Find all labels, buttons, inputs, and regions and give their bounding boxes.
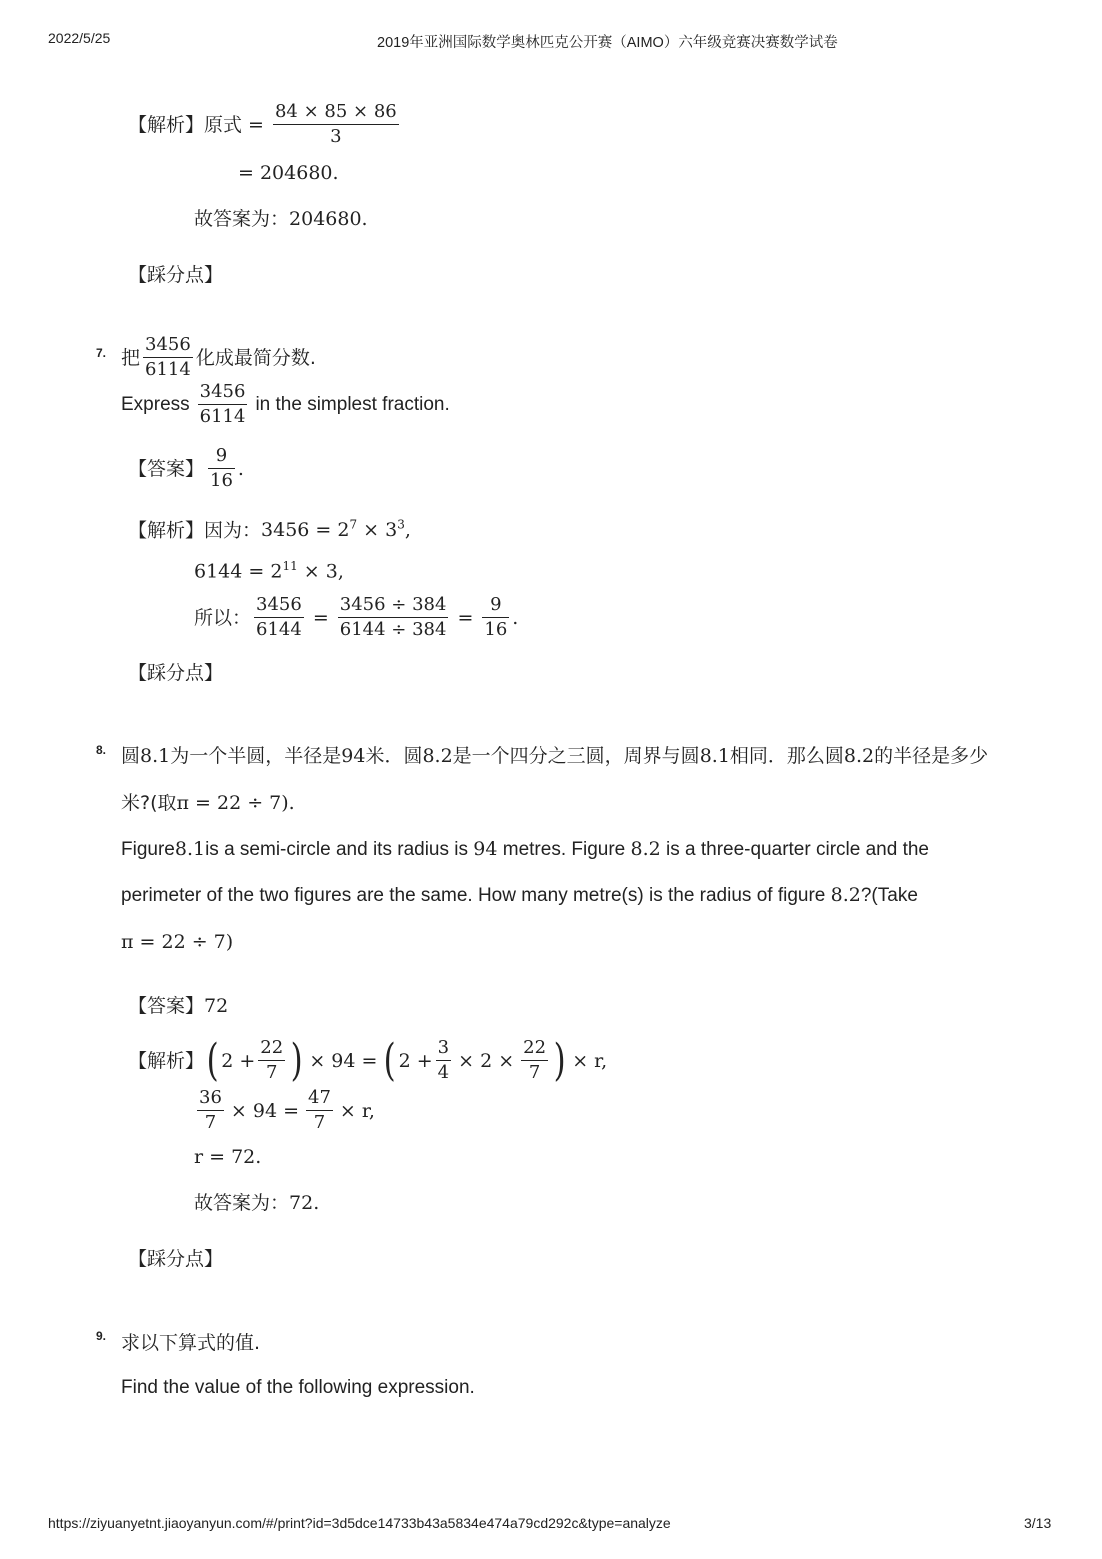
q8-question-en-line2 bbox=[121, 884, 918, 907]
q8-conclusion-text: 故答案为： bbox=[194, 1192, 290, 1214]
q8-cn1-b: 8.1 bbox=[140, 745, 171, 767]
q8-cn2-c: ). bbox=[281, 792, 295, 814]
q7-en-pre: Express bbox=[121, 393, 190, 415]
document-title: 2019年亚洲国际数学奥林匹克公开赛（AIMO）六年级竞赛决赛数学试卷 bbox=[377, 35, 838, 51]
q7-sol-frac2-den: 6144 ÷ 384 bbox=[339, 619, 447, 640]
q6-conclusion-text: 故答案为： bbox=[194, 208, 290, 230]
answer-label: 【答案】 bbox=[128, 457, 205, 480]
q8-question-en-line1 bbox=[121, 838, 929, 861]
q8-conclusion bbox=[194, 1191, 319, 1215]
analysis-label: 【解析】 bbox=[128, 519, 205, 542]
q9-question-cn: 求以下算式的值. bbox=[121, 1332, 261, 1354]
q6-analysis-line1 bbox=[128, 100, 402, 149]
q7-cn-pre: 把 bbox=[121, 346, 141, 369]
q8-cn1-g: 是一个四分之三圆，周界与圆 bbox=[452, 745, 700, 767]
q8-s1-c: 2 + bbox=[398, 1049, 433, 1072]
q8-s1-a: 2 + bbox=[221, 1049, 256, 1072]
q7-analysis-line1 bbox=[128, 513, 411, 542]
q6-points-label: 【踩分点】 bbox=[128, 264, 224, 286]
q8-en1-a: Figure bbox=[121, 839, 175, 860]
q8-cn1-c: 为一个半圆，半径是 bbox=[170, 745, 342, 767]
q8-cn1-d: 94 bbox=[341, 745, 366, 767]
q8-s2-b: × r, bbox=[339, 1099, 375, 1122]
q8-en2-a: perimeter of the two figures are the same. How many metre(s) is the radius of figure bbox=[121, 885, 826, 906]
q8-s2-frac2-den: 7 bbox=[313, 1112, 326, 1133]
q8-cn1-e: 米．圆 bbox=[365, 745, 423, 767]
q8-cn1-h: 8.1 bbox=[699, 745, 730, 767]
q7-answer-denominator: 16 bbox=[210, 470, 233, 491]
q6-fraction-denominator: 3 bbox=[330, 126, 342, 147]
q8-s1-rparen: ) bbox=[290, 1034, 303, 1086]
analysis-label: 【解析】 bbox=[128, 1049, 205, 1072]
q7-answer-numerator: 9 bbox=[208, 444, 235, 469]
q6-equals: = bbox=[248, 113, 264, 136]
q8-analysis-line2 bbox=[194, 1086, 375, 1135]
q7-analysis-line2 bbox=[194, 559, 344, 582]
q8-en1-g: is a three-quarter circle and the bbox=[666, 839, 929, 860]
q8-points-label: 【踩分点】 bbox=[128, 1248, 224, 1270]
q7-points-label: 【踩分点】 bbox=[128, 662, 224, 684]
q7-sol-eq2: = bbox=[457, 606, 474, 629]
q7-analysis-line3 bbox=[194, 593, 518, 642]
q8-analysis-line1 bbox=[128, 1036, 607, 1085]
q7-en-post: in the simplest fraction. bbox=[255, 393, 450, 415]
q8-s1-frac3-num: 22 bbox=[521, 1036, 548, 1061]
q7-cn-denominator: 6114 bbox=[145, 359, 191, 380]
analysis-label: 【解析】 bbox=[128, 113, 205, 136]
q8-s1-lparen: ( bbox=[206, 1034, 219, 1086]
q8-s1-frac3 bbox=[521, 1036, 548, 1085]
q9-question-en: Find the value of the following expression. bbox=[121, 1377, 475, 1398]
q8-s1-frac1-num: 22 bbox=[258, 1036, 285, 1061]
q8-question-cn-line1 bbox=[121, 744, 988, 768]
q6-analysis-line2: = 204680. bbox=[238, 162, 339, 184]
q7-sol-l1-b: × 3 bbox=[357, 519, 398, 542]
q8-s1-frac2-den: 4 bbox=[437, 1062, 450, 1083]
q8-s1-frac3-den: 7 bbox=[528, 1062, 541, 1083]
q7-sol-l2-exp: 11 bbox=[282, 559, 298, 573]
q8-s2-frac1-num: 36 bbox=[197, 1086, 224, 1111]
q7-sol-l1-exp2: 3 bbox=[397, 518, 405, 532]
q7-cn-fraction bbox=[143, 333, 193, 382]
q6-conclusion bbox=[194, 207, 368, 231]
q8-s2-frac1 bbox=[197, 1086, 224, 1135]
q8-s1-frac2 bbox=[436, 1036, 451, 1085]
q8-s1-frac1 bbox=[258, 1036, 285, 1085]
q8-s2-a: × 94 = bbox=[230, 1099, 300, 1122]
q6-conclusion-value: 204680. bbox=[289, 208, 368, 230]
page-number: 3/13 bbox=[1024, 1515, 1052, 1531]
q8-analysis-line3: r = 72. bbox=[194, 1146, 262, 1168]
q7-answer-dot: . bbox=[237, 457, 244, 480]
q8-cn1-i: 相同．那么圆 bbox=[729, 745, 844, 767]
q7-sol-frac1-den: 6144 bbox=[256, 619, 302, 640]
q8-en2-c: ?(Take bbox=[860, 885, 918, 906]
q7-number: 7. bbox=[96, 346, 107, 360]
q7-sol-l2-end: × 3, bbox=[297, 560, 344, 583]
q8-cn2-b: π = 22 ÷ 7 bbox=[176, 792, 282, 814]
q8-s1-e: × r, bbox=[572, 1049, 608, 1072]
q6-fraction-numerator: 84 × 85 × 86 bbox=[273, 100, 399, 125]
q7-cn-post: 化成最简分数. bbox=[195, 346, 316, 369]
q8-en1-b: 8.1 bbox=[174, 838, 206, 860]
q8-s2-frac2 bbox=[306, 1086, 333, 1135]
q7-cn-numerator: 3456 bbox=[143, 333, 193, 358]
q7-sol-l1-a: 3456 = 2 bbox=[261, 519, 350, 542]
q8-en1-f: 8.2 bbox=[630, 838, 661, 860]
q8-s1-lparen2: ( bbox=[384, 1034, 397, 1086]
q8-question-cn-line2 bbox=[121, 791, 295, 815]
q8-cn1-k: 的半径是多少 bbox=[874, 745, 989, 767]
q7-sol-frac1 bbox=[254, 593, 304, 642]
q7-sol-l1 bbox=[261, 519, 411, 541]
q8-s2-frac2-num: 47 bbox=[306, 1086, 333, 1111]
q7-sol-frac3-num: 9 bbox=[482, 593, 509, 618]
q7-sol-eq1: = bbox=[312, 606, 329, 629]
q7-sol-l1-end: , bbox=[404, 519, 411, 542]
q8-en2-b: 8.2 bbox=[830, 884, 861, 906]
q7-so: 所以： bbox=[194, 606, 252, 629]
q7-because: 因为： bbox=[204, 519, 262, 542]
q7-sol-l1-exp1: 7 bbox=[349, 518, 358, 532]
q6-prefix: 原式 bbox=[204, 113, 243, 136]
q8-en1-d: 94 bbox=[473, 838, 498, 860]
q8-cn1-j: 8.2 bbox=[843, 745, 875, 767]
q8-s2-frac1-den: 7 bbox=[204, 1112, 217, 1133]
q8-en1-c: is a semi-circle and its radius is bbox=[205, 839, 468, 860]
q8-number: 8. bbox=[96, 743, 107, 757]
q7-answer-fraction bbox=[208, 444, 235, 493]
q8-s1-rparen2: ) bbox=[553, 1034, 566, 1086]
q8-answer bbox=[128, 994, 228, 1018]
q7-sol-frac2-num: 3456 ÷ 384 bbox=[338, 593, 449, 618]
q7-sol-l2-a: 6144 = 2 bbox=[194, 560, 283, 583]
q8-en1-e: metres. Figure bbox=[502, 839, 626, 860]
q7-en-denominator: 6114 bbox=[199, 406, 246, 427]
q8-cn2-a: 米?(取 bbox=[121, 792, 177, 814]
q7-sol-frac3-den: 16 bbox=[484, 619, 508, 640]
q8-s1-frac2-num: 3 bbox=[436, 1036, 451, 1061]
q7-question-cn bbox=[121, 333, 316, 382]
q8-conclusion-value: 72. bbox=[289, 1192, 320, 1214]
q7-answer bbox=[128, 444, 244, 493]
q8-cn1-a: 圆 bbox=[121, 745, 141, 767]
q8-s1-b: × 94 = bbox=[309, 1049, 378, 1072]
q7-question-en bbox=[121, 380, 450, 429]
answer-label: 【答案】 bbox=[128, 995, 205, 1017]
q8-s1-d: × 2 × bbox=[458, 1049, 515, 1072]
q7-sol-frac1-num: 3456 bbox=[254, 593, 304, 618]
q9-number: 9. bbox=[96, 1329, 107, 1343]
print-date: 2022/5/25 bbox=[48, 30, 111, 46]
q8-answer-value: 72 bbox=[204, 995, 229, 1017]
page-url: https://ziyuanyetnt.jiaoyanyun.com/#/print?id=3d5dce14733b43a5834e474a79cd292c&type=analyze bbox=[48, 1515, 671, 1531]
q7-en-fraction bbox=[198, 380, 248, 429]
q8-cn1-f: 8.2 bbox=[422, 745, 453, 767]
q7-en-numerator: 3456 bbox=[198, 380, 248, 405]
q8-s1-frac1-den: 7 bbox=[265, 1062, 278, 1083]
q8-question-en-line3: π = 22 ÷ 7) bbox=[121, 931, 234, 953]
q7-sol-dot: . bbox=[512, 606, 519, 629]
q6-fraction bbox=[273, 100, 399, 149]
q7-sol-frac3 bbox=[482, 593, 509, 642]
q7-sol-frac2 bbox=[338, 593, 449, 642]
